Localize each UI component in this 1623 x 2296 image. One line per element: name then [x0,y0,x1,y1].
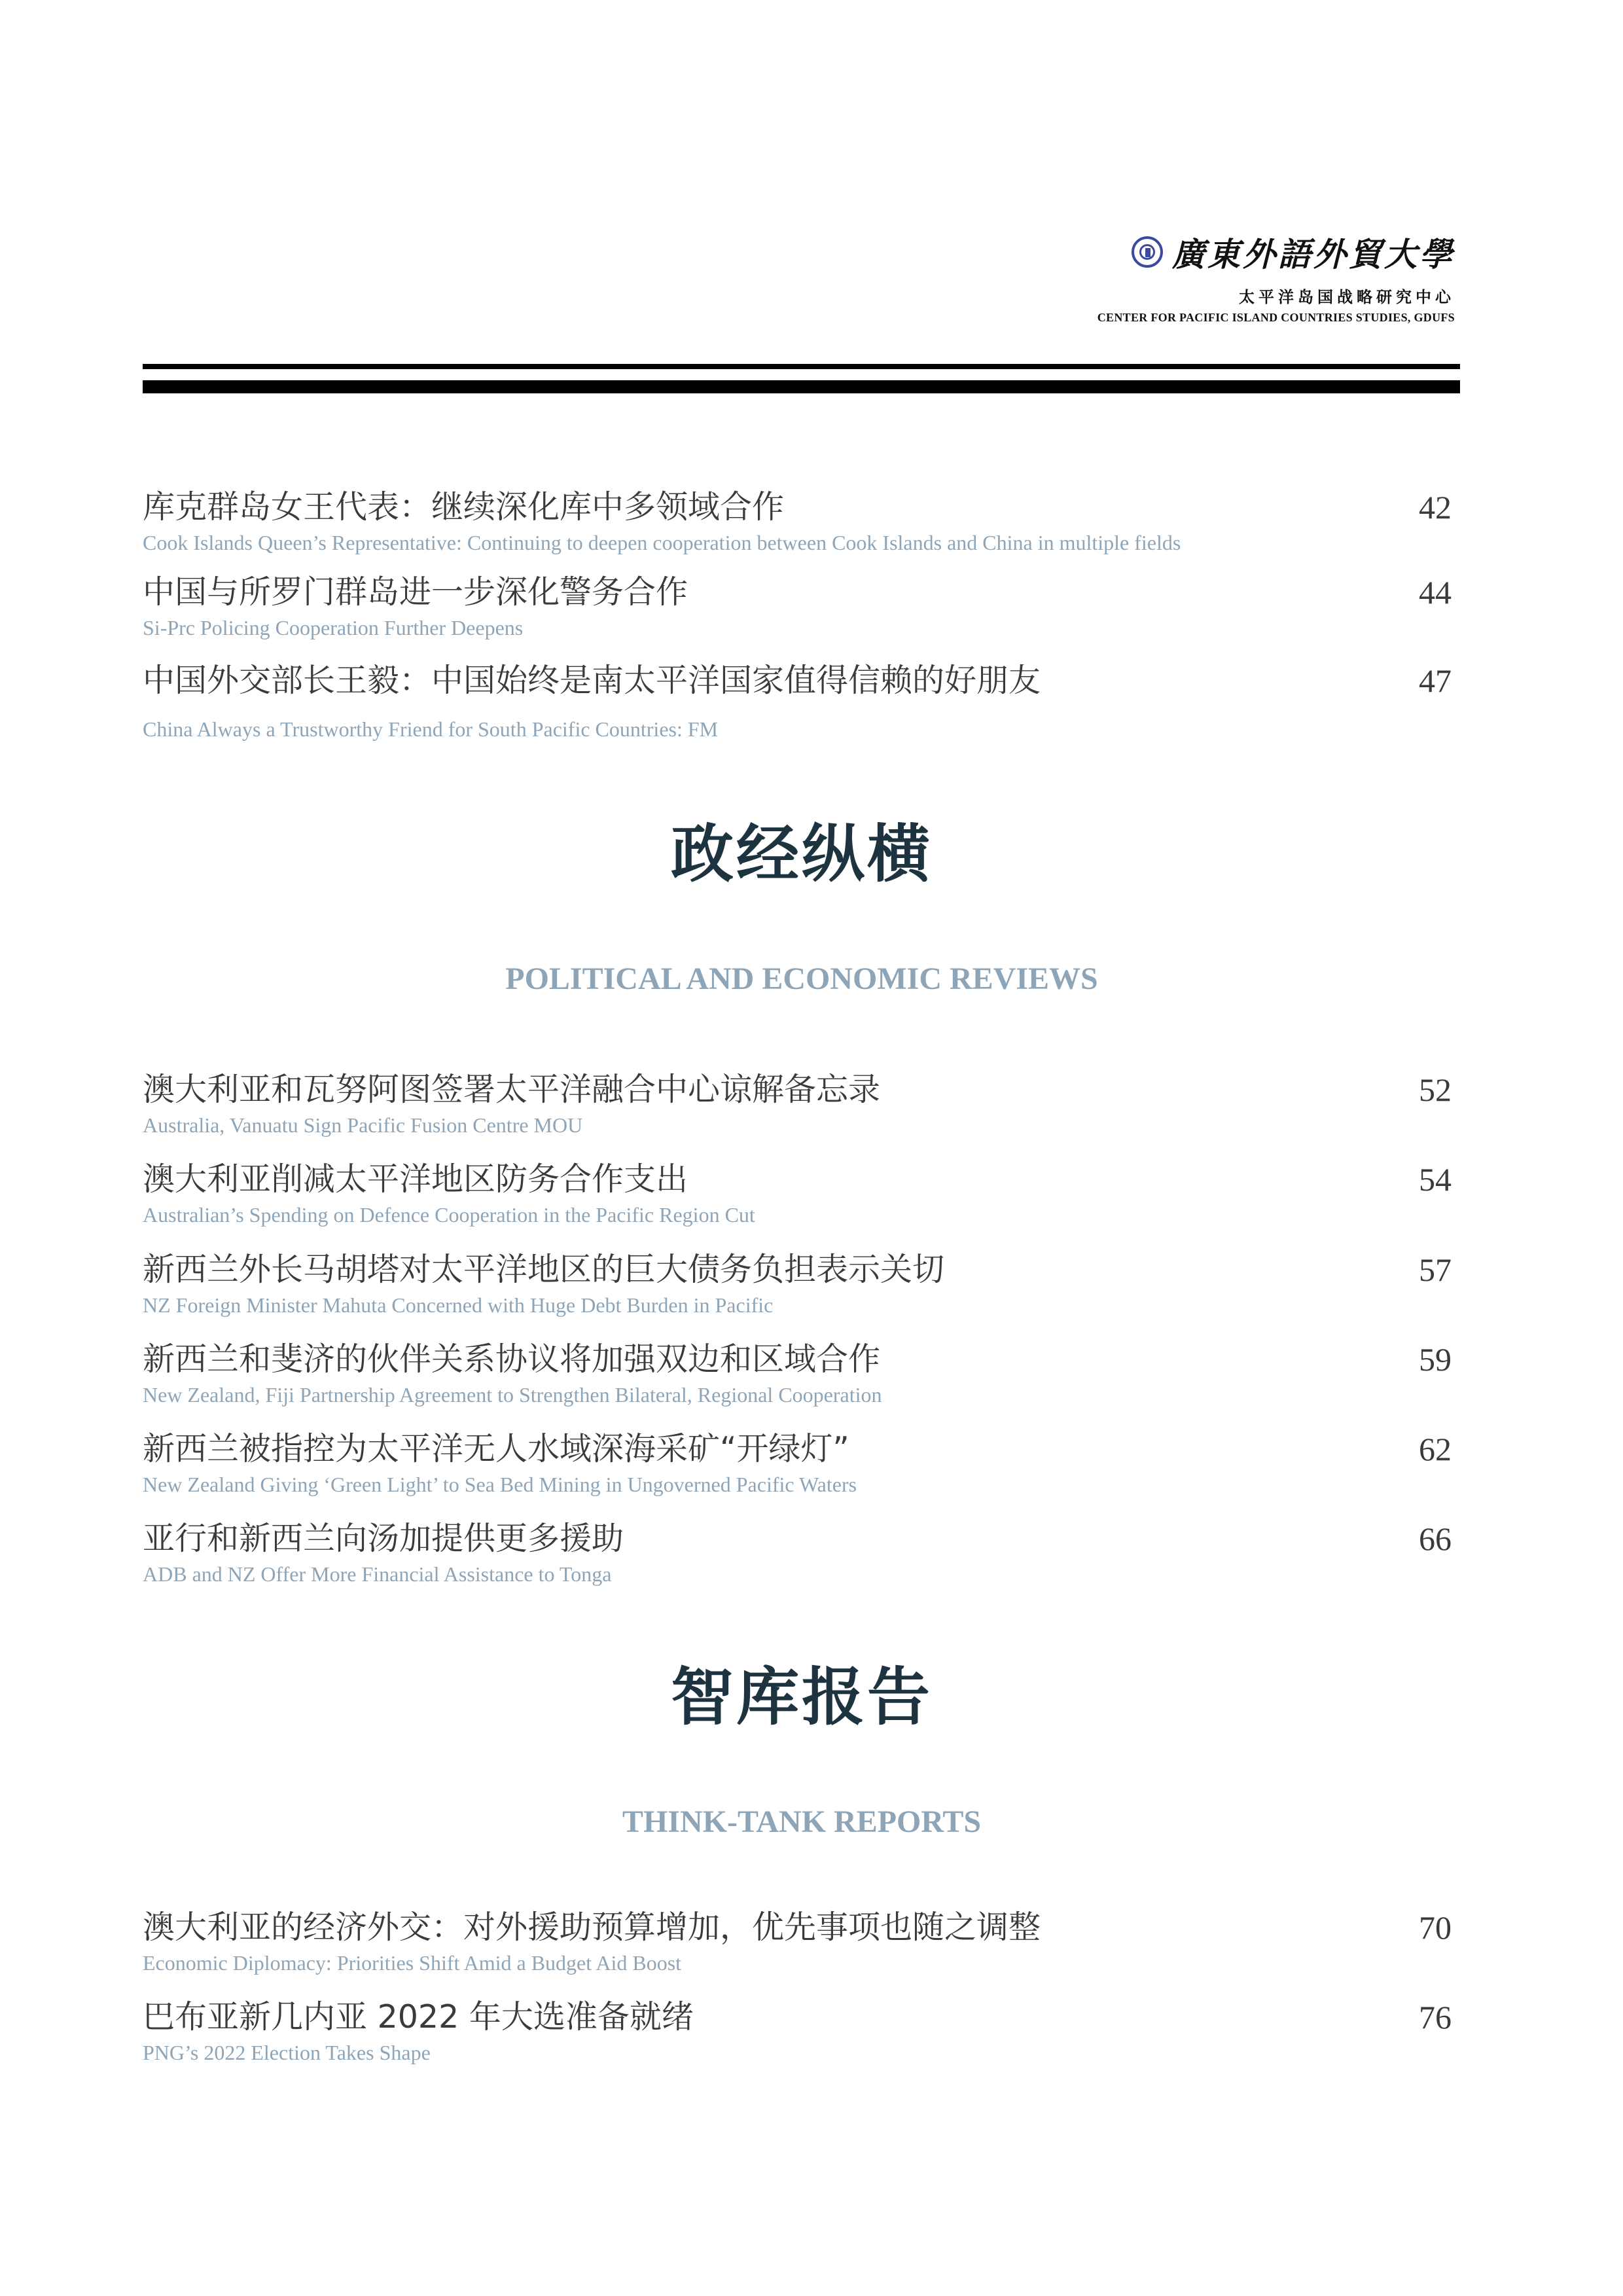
toc-entry-page: 76 [1419,1999,1452,2036]
section-title-cn: 智库报告 [671,1660,933,1734]
toc-entry-page: 54 [1419,1161,1452,1198]
toc-entry-title-en: NZ Foreign Minister Mahuta Concerned with Huge Debt Burden in Pacific [143,1293,774,1317]
toc-entry-title-cn: 新西兰和斐济的伙伴关系协议将加强双边和区域合作 [143,1340,881,1378]
university-row [997,229,1455,275]
section-title-cn: 政经纵横 [671,817,933,891]
toc-entry-title-en: New Zealand, Fiji Partnership Agreement to Strengthen Bilateral, Regional Cooperation [143,1383,882,1407]
university-name: 廣東外語外貿大學 [1172,235,1455,274]
university-emblem-icon [1132,236,1163,268]
toc-entry-title-en: Cook Islands Queen’s Representative: Continuing to deepen cooperation between Cook Islands and China in multiple fields [143,531,1181,554]
center-name-en: CENTER FOR PACIFIC ISLAND COUNTRIES STUDIES, GDUFS [1097,311,1455,324]
toc-entry-title-cn: 澳大利亚和瓦努阿图签署太平洋融合中心谅解备忘录 [143,1071,881,1108]
toc-entry-title-cn: 澳大利亚削减太平洋地区防务合作支出 [143,1160,688,1198]
toc-entry-page: 62 [1419,1431,1452,1467]
header-divider-thick [143,380,1460,393]
toc-entry-title-cn: 巴布亚新几内亚 2022 年大选准备就绪 [143,1998,694,2036]
toc-entry-title-en: China Always a Trustworthy Friend for South Pacific Countries: FM [143,717,719,741]
toc-entry-page: 42 [1419,489,1452,526]
toc-entry-title-en: PNG’s 2022 Election Takes Shape [143,2041,431,2064]
toc-entry-title-en: Economic Diplomacy: Priorities Shift Amid a Budget Aid Boost [143,1951,682,1975]
toc-entry-title-cn: 中国外交部长王毅：中国始终是南太平洋国家值得信赖的好朋友 [143,662,1041,699]
toc-entry-title-cn: 库克群岛女王代表：继续深化库中多领域合作 [143,488,785,526]
section-title-en: POLITICAL AND ECONOMIC REVIEWS [505,961,1098,996]
header-divider-thin [143,364,1460,369]
toc-entry-page: 52 [1419,1071,1452,1108]
toc-entry-page: 44 [1419,574,1452,611]
toc-entry-page: 47 [1419,662,1452,699]
toc-entry-title-cn: 新西兰被指控为太平洋无人水域深海采矿“开绿灯” [143,1430,849,1467]
toc-entry-title-en: Si-Prc Policing Cooperation Further Deepens [143,616,524,639]
toc-entry-title-en: Australian’s Spending on Defence Cooperation in the Pacific Region Cut [143,1203,755,1227]
toc-entry-page: 59 [1419,1341,1452,1378]
toc-entry-title-en: New Zealand Giving ‘Green Light’ to Sea Bed Mining in Ungoverned Pacific Waters [143,1473,857,1496]
header [997,229,1455,325]
toc-entry-title-cn: 中国与所罗门群岛进一步深化警务合作 [143,573,688,611]
toc-entry-title-en: ADB and NZ Offer More Financial Assistance to Tonga [143,1562,612,1586]
toc-entry-title-cn: 新西兰外长马胡塔对太平洋地区的巨大债务负担表示关切 [143,1251,945,1288]
toc-entry-title-cn: 澳大利亚的经济外交：对外援助预算增加，优先事项也随之调整 [143,1909,1041,1946]
toc-entry-page: 70 [1419,1909,1452,1946]
toc-entry-title-en: Australia, Vanuatu Sign Pacific Fusion Centre MOU [143,1113,583,1137]
toc-entry-title-cn: 亚行和新西兰向汤加提供更多援助 [143,1520,624,1557]
toc-entry-page: 66 [1419,1520,1452,1557]
toc-entry-page: 57 [1419,1251,1452,1288]
section-title-en: THINK-TANK REPORTS [622,1804,982,1839]
center-name-cn: 太平洋岛国战略研究中心 [1239,287,1455,306]
